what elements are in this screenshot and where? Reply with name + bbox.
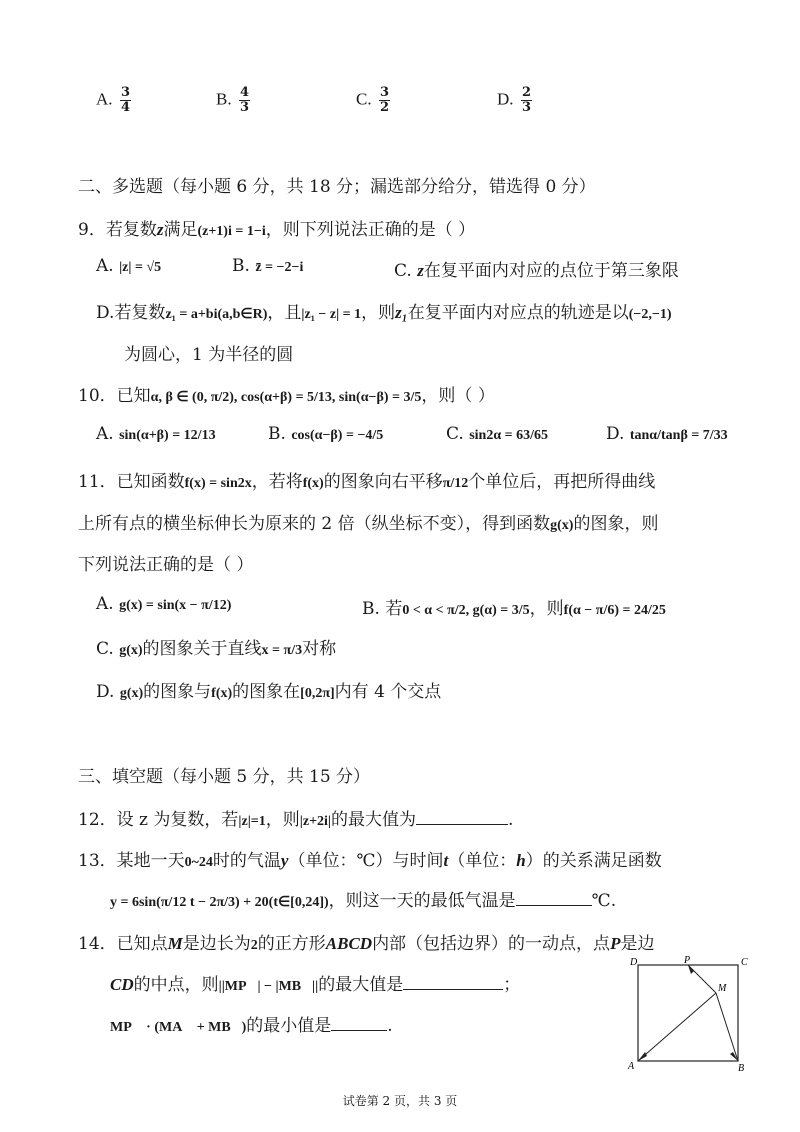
- q14-line3: MP⃗ · (MA⃗ + MB⃗)的最小值是 .: [110, 1016, 393, 1036]
- q14-line1: 14．已知点M是边长为2的正方形ABCD内部（包括边界）的一动点，点P是边: [78, 934, 655, 954]
- q8-option-a: A. $\frac{3}{4}$: [96, 85, 130, 115]
- q9-stem: 9．若复数z满足(z+1)i = 1−i，则下列说法正确的是（ ）: [78, 220, 476, 240]
- q8-option-b: B. $\frac{4}{3}$: [216, 85, 250, 115]
- q9-option-d-line2: 为圆心，1 为半径的圆: [124, 345, 294, 365]
- q11-option-c: C. g(x)的图象关于直线x = π/3对称: [96, 639, 337, 659]
- segment-am: [638, 993, 716, 1061]
- q11-line3: 下列说法正确的是（ ）: [78, 555, 254, 575]
- segment-bm: [716, 993, 738, 1061]
- q9-option-b: B. z̄ = −2−i: [232, 256, 304, 276]
- arrow-a: [638, 1052, 647, 1061]
- q11-line1: 11．已知函数f(x) = sin2x，若将f(x)的图象向右平移π/12个单位后，再把所得曲线: [78, 472, 656, 492]
- label-p: P: [684, 955, 691, 966]
- answer-blank[interactable]: [416, 810, 508, 825]
- label-m: M: [718, 983, 727, 994]
- q11-option-a: A. g(x) = sin(x − π/12): [96, 594, 232, 614]
- label-c: C: [741, 957, 748, 968]
- q9-option-c: C. z在复平面内对应的点位于第三象限: [394, 261, 679, 281]
- q11-line2: 上所有点的横坐标伸长为原来的 2 倍（纵坐标不变），得到函数g(x)的图象，则: [78, 514, 659, 534]
- q13-line2: y = 6sin(π/12 t − 2π/3) + 20(t∈[0,24])，则这一天的最低气温是 ℃.: [110, 891, 617, 911]
- q11-option-d: D. g(x)的图象与f(x)的图象在[0,2π]内有 4 个交点: [96, 682, 442, 702]
- answer-blank[interactable]: [516, 891, 592, 906]
- q10-option-c: C. sin2α = 63/65: [446, 424, 549, 444]
- q9-option-d: D.若复数z₁ = a+bi(a,b∈R)，且|z₁ − z| = 1，则z₁在复平面内对应点的轨迹是以(−2,−1): [96, 303, 672, 323]
- q13-line1: 13．某地一天0~24时的气温y（单位：℃）与时间t（单位：h）的关系满足函数: [78, 851, 662, 871]
- answer-blank[interactable]: [331, 1016, 387, 1031]
- label-d: D: [630, 957, 638, 968]
- q10-stem: 10．已知α, β ∈ (0, π/2), cos(α+β) = 5/13, sin(α−β) = 3/5，则（ ）: [78, 386, 495, 406]
- answer-blank[interactable]: [403, 975, 503, 990]
- label-b: B: [738, 1063, 745, 1073]
- section2-title: 二、多选题（每小题 6 分，共 18 分；漏选部分给分，错选得 0 分）: [78, 177, 596, 197]
- q14-line2: CD的中点，则||MP⃗| − |MB⃗||的最大值是 ；: [110, 975, 521, 995]
- q8-option-c: C. $\frac{3}{2}$: [356, 85, 390, 115]
- q10-option-a: A. sin(α+β) = 12/13: [96, 424, 216, 444]
- q12: 12．设 z 为复数，若|z|=1，则|z+2i|的最大值为 .: [78, 810, 514, 830]
- page-footer: 试卷第 2 页，共 3 页: [342, 1094, 458, 1108]
- square-abcd-figure: [618, 955, 748, 1073]
- section3-title: 三、填空题（每小题 5 分，共 15 分）: [78, 767, 371, 787]
- square-outline: [638, 965, 738, 1061]
- q11-option-b: B. 若0 < α < π/2, g(α) = 3/5，则f(α − π/6) = 24/25: [362, 599, 666, 619]
- label-a: A: [628, 1061, 635, 1072]
- q10-option-d: D. tanα/tanβ = 7/33: [606, 424, 728, 444]
- q9-option-a: A. |z| = √5: [96, 256, 162, 276]
- q10-option-b: B. cos(α−β) = −4/5: [268, 424, 384, 444]
- q8-option-d: D. $\frac{2}{3}$: [497, 85, 531, 115]
